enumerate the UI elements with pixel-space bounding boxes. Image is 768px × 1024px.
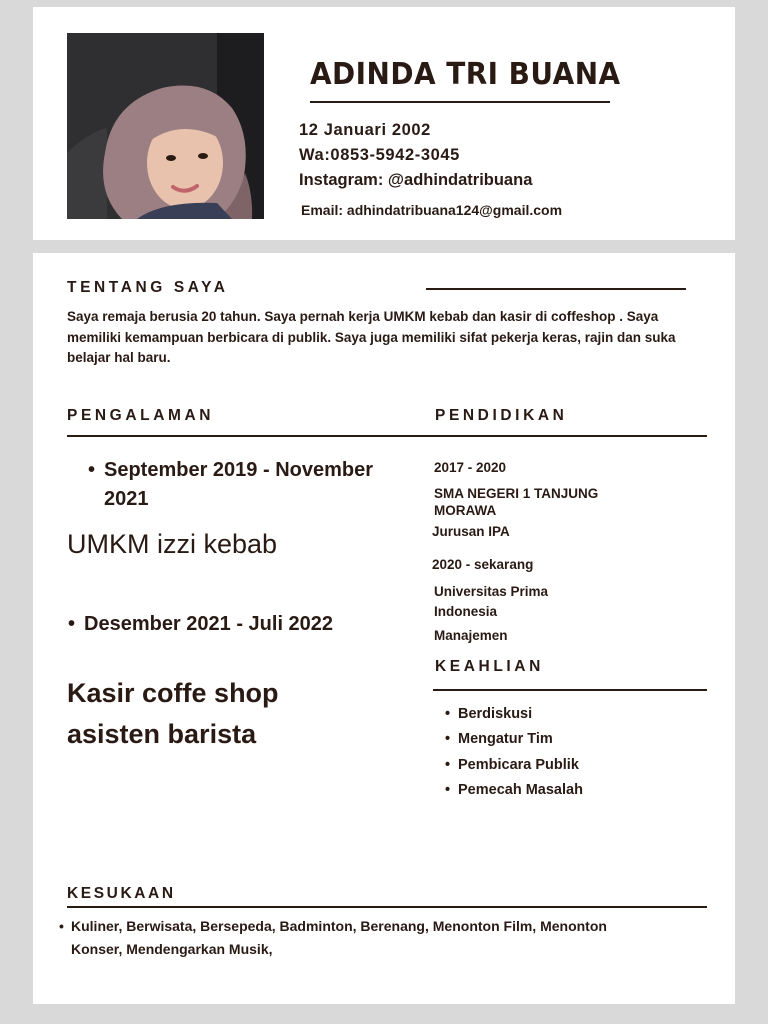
birth-date: 12 Januari 2002 — [299, 121, 431, 139]
education-years-2: 2020 - sekarang — [432, 557, 534, 572]
bullet-icon: • — [88, 459, 96, 481]
header-card — [33, 7, 735, 240]
about-heading: TENTANG SAYA — [67, 279, 229, 296]
about-rule — [426, 288, 686, 290]
bullet-icon: • — [59, 918, 64, 934]
name-underline — [310, 101, 610, 103]
profile-name: ADINDA TRI BUANA — [310, 57, 621, 92]
instagram-handle: Instagram: @adhindatribuana — [299, 171, 533, 189]
skill-item: • Mengatur Tim — [445, 727, 583, 752]
hobbies-text: • Kuliner, Berwisata, Bersepeda, Badminton, Berenang, Menonton Film, Menonton Konser, Mendengarkan Musik, — [59, 915, 619, 961]
bullet-icon: • — [68, 613, 76, 635]
about-text: Saya remaja berusia 20 tahun. Saya pernah kerja UMKM kebab dan kasir di coffeshop . Saya memiliki kemampuan berbicara di publik. Saya juga memiliki sifat pekerja keras, rajin dan suka belajar hal baru. — [67, 309, 676, 365]
skill-item: • Pembicara Publik — [445, 753, 583, 778]
education-major-2: Manajemen — [434, 628, 508, 643]
hobbies-heading: KESUKAAN — [67, 885, 176, 902]
person-photo-icon — [67, 33, 264, 219]
hobbies-rule — [67, 906, 707, 908]
profile-photo — [67, 33, 264, 219]
experience-period-1: • September 2019 - November 2021 — [104, 456, 404, 514]
education-years-1: 2017 - 2020 — [434, 460, 507, 475]
experience-period-2: • Desember 2021 - Juli 2022 — [84, 610, 344, 639]
education-major-1: Jurusan IPA — [432, 524, 510, 539]
experience-role-1: UMKM izzi kebab — [67, 529, 278, 559]
skills-rule — [433, 689, 707, 691]
skills-heading: KEAHLIAN — [435, 658, 544, 675]
experience-rule — [67, 435, 707, 437]
skills-list — [445, 702, 583, 803]
education-school-2: Universitas Prima Indonesia — [434, 584, 549, 619]
skill-item: • Pemecah Masalah — [445, 778, 583, 803]
experience-heading: PENGALAMAN — [67, 407, 215, 424]
education-school-1: SMA NEGERI 1 TANJUNG MORAWA — [434, 486, 599, 518]
email-address: Email: adhindatribuana124@gmail.com — [301, 202, 563, 218]
education-heading: PENDIDIKAN — [435, 407, 568, 424]
skill-item: • Berdiskusi — [445, 702, 583, 727]
content-card — [33, 253, 735, 1004]
whatsapp-number: Wa:0853-5942-3045 — [299, 146, 460, 164]
experience-role-2: Kasir coffe shop asisten barista — [67, 678, 279, 749]
